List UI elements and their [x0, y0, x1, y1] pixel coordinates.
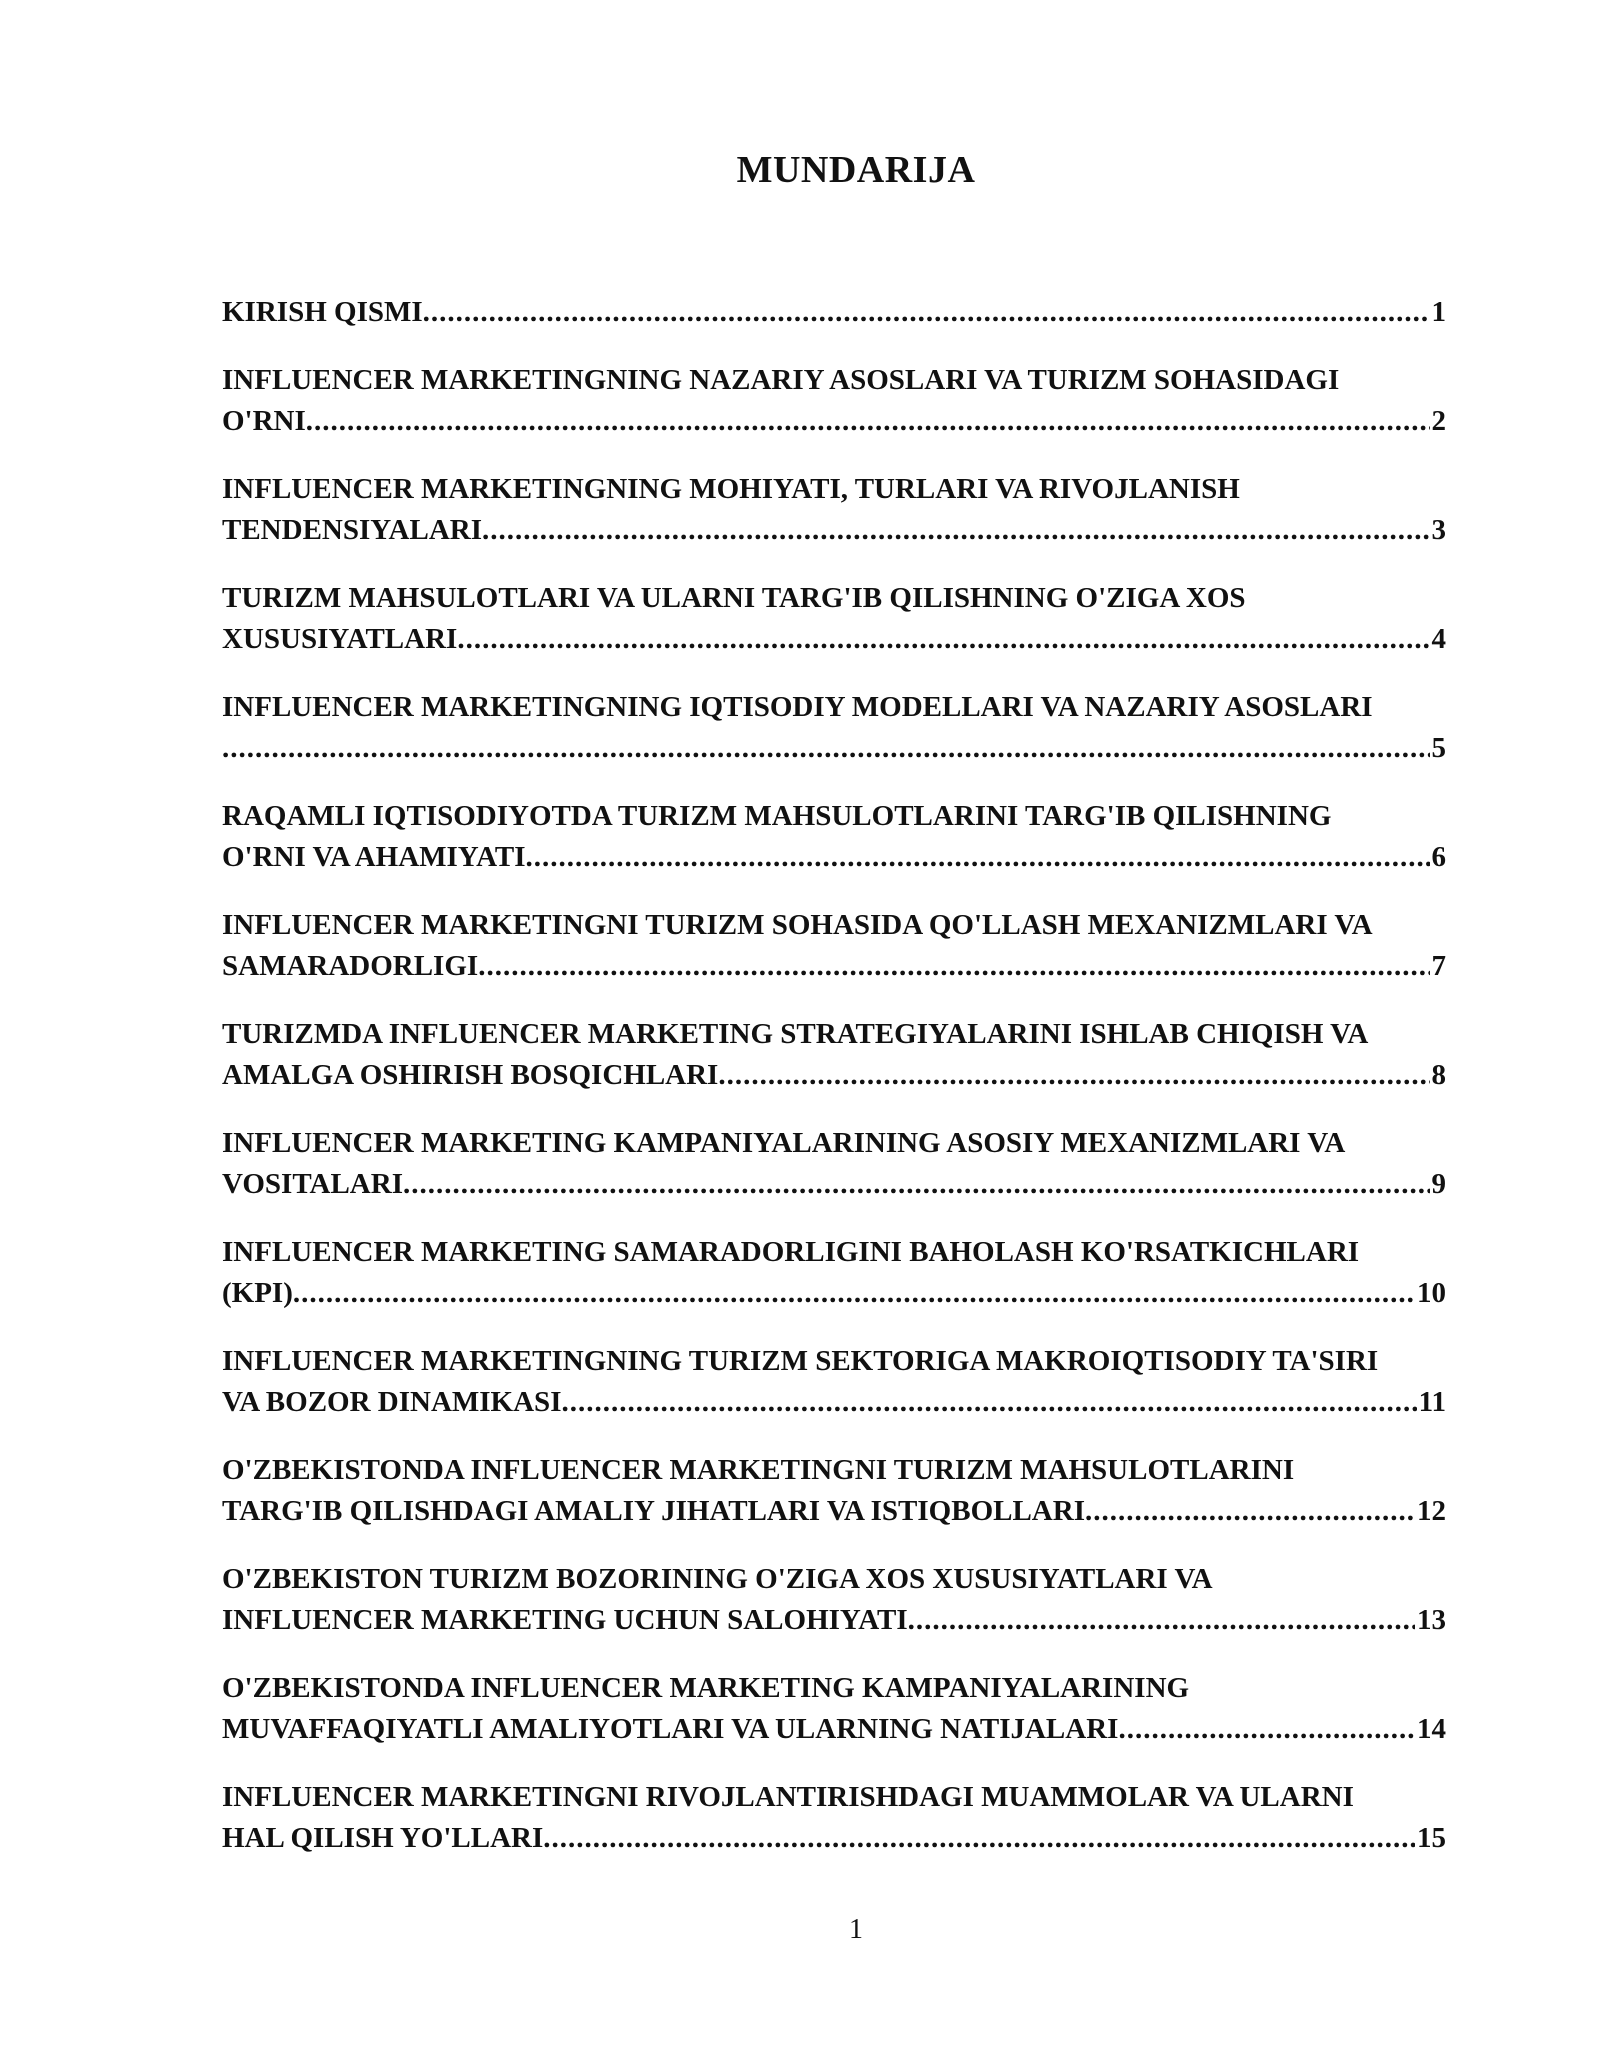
- toc-entry-leader-line: [222, 1600, 1446, 1641]
- dot-leader: [526, 837, 1430, 878]
- toc-page-number: 9: [1431, 1168, 1446, 1200]
- toc-page-number: 12: [1417, 1495, 1446, 1527]
- toc-entry-title-line: INFLUENCER MARKETING KAMPANIYALARINING ASOSIY MEXANIZMLARI VA: [222, 1127, 1346, 1159]
- toc-entry[interactable]: [222, 1777, 1478, 1859]
- toc-entry-title-line: O'ZBEKISTONDA INFLUENCER MARKETING KAMPANIYALARINING: [222, 1672, 1190, 1704]
- toc-entry-leader-line: [222, 1055, 1446, 1096]
- toc-entry-leader-line: [222, 1818, 1446, 1859]
- toc-entry-title-end: INFLUENCER MARKETING UCHUN SALOHIYATI: [222, 1604, 908, 1636]
- page-title: MUNDARIJA: [736, 149, 976, 191]
- toc-page-number: 13: [1417, 1604, 1446, 1636]
- toc-entry[interactable]: [222, 1559, 1478, 1641]
- toc-page-number: 2: [1431, 405, 1446, 437]
- toc-page-number: 6: [1431, 841, 1446, 873]
- toc-entry[interactable]: [222, 1668, 1478, 1750]
- toc-entry[interactable]: [222, 578, 1478, 660]
- toc-entry[interactable]: [222, 1123, 1478, 1205]
- toc-entry-title-end: HAL QILISH YO'LLARI: [222, 1822, 544, 1854]
- table-of-contents: [222, 292, 1478, 1886]
- toc-entry-leader-line: [222, 728, 1446, 769]
- toc-entry-title-end: KIRISH QISMI: [222, 296, 423, 328]
- dot-leader: [718, 1055, 1429, 1096]
- toc-entry-title-end: XUSUSIYATLARI: [222, 623, 458, 655]
- toc-entry-title-end: TENDENSIYALARI: [222, 514, 483, 546]
- toc-entry-title-line: INFLUENCER MARKETING SAMARADORLIGINI BAHOLASH KO'RSATKICHLARI: [222, 1236, 1360, 1268]
- toc-entry-title-end: (KPI): [222, 1277, 293, 1309]
- toc-entry[interactable]: [222, 292, 1478, 333]
- toc-page-number: 8: [1431, 1059, 1446, 1091]
- toc-entry-leader-line: [222, 837, 1446, 878]
- toc-entry-title-line: INFLUENCER MARKETINGNING MOHIYATI, TURLARI VA RIVOJLANISH: [222, 473, 1240, 505]
- toc-page-number: 7: [1431, 950, 1446, 982]
- toc-entry-title-line: O'ZBEKISTONDA INFLUENCER MARKETINGNI TURIZM MAHSULOTLARINI: [222, 1454, 1295, 1486]
- toc-page-number: 11: [1418, 1386, 1446, 1418]
- toc-entry-title-line: INFLUENCER MARKETINGNI RIVOJLANTIRISHDAGI MUAMMOLAR VA ULARNI: [222, 1781, 1354, 1813]
- toc-entry-title-line: INFLUENCER MARKETINGNI TURIZM SOHASIDA QO'LLASH MEXANIZMLARI VA: [222, 909, 1373, 941]
- toc-entry[interactable]: [222, 1232, 1478, 1314]
- toc-entry-title-end: O'RNI VA AHAMIYATI: [222, 841, 526, 873]
- toc-entry-leader-line: [222, 292, 1446, 333]
- toc-entry-title-end: SAMARADORLIGI: [222, 950, 479, 982]
- toc-entry-title-end: O'RNI: [222, 405, 306, 437]
- dot-leader: [293, 1273, 1415, 1314]
- toc-entry-leader-line: [222, 619, 1446, 660]
- dot-leader: [403, 1164, 1430, 1205]
- dot-leader: [457, 619, 1429, 660]
- toc-entry[interactable]: [222, 1014, 1478, 1096]
- dot-leader: [478, 946, 1429, 987]
- dot-leader: [908, 1600, 1415, 1641]
- toc-page-number: 15: [1417, 1822, 1446, 1854]
- dot-leader: [1118, 1709, 1415, 1750]
- toc-entry-title-end: MUVAFFAQIYATLI AMALIYOTLARI VA ULARNING NATIJALARI: [222, 1713, 1119, 1745]
- toc-page-number: 5: [1431, 732, 1446, 764]
- toc-entry[interactable]: [222, 1341, 1478, 1423]
- dot-leader: [423, 292, 1430, 333]
- dot-leader: [561, 1382, 1416, 1423]
- page-number: 1: [849, 1914, 863, 1945]
- toc-entry-title-line: O'ZBEKISTON TURIZM BOZORINING O'ZIGA XOS XUSUSIYATLARI VA: [222, 1563, 1213, 1595]
- toc-entry-title-line: RAQAMLI IQTISODIYOTDA TURIZM MAHSULOTLARINI TARG'IB QILISHNING: [222, 800, 1332, 832]
- toc-entry[interactable]: [222, 1450, 1478, 1532]
- toc-entry-leader-line: [222, 401, 1446, 442]
- toc-entry-leader-line: [222, 510, 1446, 551]
- toc-entry-title-end: VA BOZOR DINAMIKASI: [222, 1386, 562, 1418]
- toc-entry[interactable]: [222, 469, 1478, 551]
- toc-page-number: 14: [1417, 1713, 1446, 1745]
- dot-leader: [1085, 1491, 1415, 1532]
- toc-entry-title-line: INFLUENCER MARKETINGNING NAZARIY ASOSLARI VA TURIZM SOHASIDAGI: [222, 364, 1340, 396]
- toc-page-number: 10: [1417, 1277, 1446, 1309]
- toc-entry-leader-line: [222, 1382, 1446, 1423]
- dot-leader: [306, 401, 1430, 442]
- dot-leader: [543, 1818, 1415, 1859]
- dot-leader: [222, 728, 1430, 769]
- toc-entry-title-line: TURIZM MAHSULOTLARI VA ULARNI TARG'IB QILISHNING O'ZIGA XOS: [222, 582, 1246, 614]
- toc-entry[interactable]: [222, 905, 1478, 987]
- toc-entry[interactable]: [222, 796, 1478, 878]
- toc-entry-leader-line: [222, 1491, 1446, 1532]
- toc-page-number: 4: [1431, 623, 1446, 655]
- toc-entry-title-end: VOSITALARI: [222, 1168, 403, 1200]
- toc-entry[interactable]: [222, 360, 1478, 442]
- toc-page-number: 3: [1431, 514, 1446, 546]
- dot-leader: [482, 510, 1429, 551]
- toc-page-number: 1: [1431, 296, 1446, 328]
- toc-entry-title-end: TARG'IB QILISHDAGI AMALIY JIHATLARI VA ISTIQBOLLARI: [222, 1495, 1085, 1527]
- toc-entry-title-line: INFLUENCER MARKETINGNING TURIZM SEKTORIGA MAKROIQTISODIY TA'SIRI: [222, 1345, 1379, 1377]
- toc-entry-title-line: INFLUENCER MARKETINGNING IQTISODIY MODELLARI VA NAZARIY ASOSLARI: [222, 691, 1373, 723]
- toc-entry-leader-line: [222, 946, 1446, 987]
- toc-entry-leader-line: [222, 1709, 1446, 1750]
- toc-entry[interactable]: [222, 687, 1478, 769]
- toc-entry-leader-line: [222, 1164, 1446, 1205]
- toc-entry-title-end: AMALGA OSHIRISH BOSQICHLARI: [222, 1059, 719, 1091]
- toc-entry-title-line: TURIZMDA INFLUENCER MARKETING STRATEGIYALARINI ISHLAB CHIQISH VA: [222, 1018, 1369, 1050]
- toc-entry-leader-line: [222, 1273, 1446, 1314]
